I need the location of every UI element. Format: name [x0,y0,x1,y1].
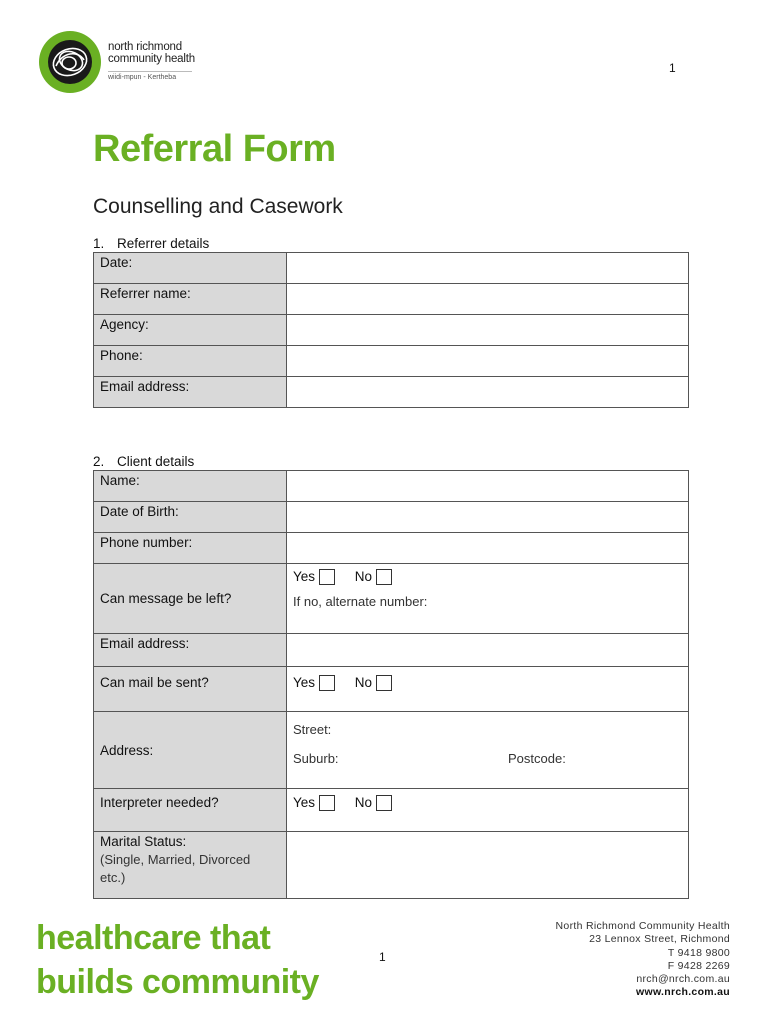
no-label: No [354,675,373,690]
section-number: 1. [93,236,105,251]
logo-line2: community health [108,53,195,65]
dob-field[interactable] [287,502,689,533]
marital-status-title: Marital Status: [100,834,187,849]
referrer-name-field[interactable] [287,284,689,315]
contact-fax: F 9428 2269 [667,959,730,972]
client-name-label: Name: [94,471,287,502]
contact-website: www.nrch.com.au [636,986,730,999]
message-no-checkbox[interactable] [376,569,392,585]
mail-no-option[interactable] [355,675,392,691]
logo-circle-icon [38,30,102,94]
page-subtitle: Counselling and Casework [93,195,343,218]
yes-label: Yes [293,569,316,584]
phone-label: Phone: [94,346,287,377]
contact-email: nrch@nrch.com.au [636,973,730,986]
interpreter-no-option[interactable] [355,795,392,811]
marital-status-field[interactable] [287,832,689,899]
marital-status-hint-1: (Single, Married, Divorced [100,852,251,867]
message-yes-checkbox[interactable] [319,569,335,585]
section-client-heading [93,454,194,469]
interpreter-yes-option[interactable] [293,795,335,811]
marital-status-hint-2: etc.) [100,870,126,885]
agency-field[interactable] [287,315,689,346]
slogan-line2: builds community [36,963,319,1001]
section-number: 2. [93,454,105,469]
no-label: No [354,795,373,810]
footer-contact [556,920,730,1000]
mail-yes-option[interactable] [293,675,335,691]
interpreter-no-checkbox[interactable] [376,795,392,811]
postcode-label: Postcode: [508,751,566,766]
section-title: Referrer details [117,236,210,251]
contact-org: North Richmond Community Health [555,920,730,932]
marital-status-label [94,832,287,899]
client-name-field[interactable] [287,471,689,502]
client-table [93,470,689,899]
no-label: No [354,569,373,584]
mail-no-checkbox[interactable] [376,675,392,691]
mail-label: Can mail be sent? [94,667,287,712]
alternate-number-label: If no, alternate number: [293,594,428,609]
logo-text [108,41,195,81]
street-label: Street: [293,722,332,737]
referrer-email-label: Email address: [94,377,287,408]
client-email-label: Email address: [94,634,287,667]
contact-phone: T 9418 9800 [667,946,730,959]
logo-line1: north richmond [108,41,182,53]
referrer-name-label: Referrer name: [94,284,287,315]
suburb-label: Suburb: [293,751,339,766]
logo [38,30,198,94]
section-referrer-heading [93,236,209,251]
contact-address: 23 Lennox Street, Richmond [589,933,730,946]
interpreter-yes-checkbox[interactable] [319,795,335,811]
date-field[interactable] [287,253,689,284]
dob-label: Date of Birth: [94,502,287,533]
page-title: Referral Form [93,128,336,170]
page-number-bottom: 1 [379,950,386,964]
address-fields[interactable] [287,712,689,789]
client-email-field[interactable] [287,634,689,667]
agency-label: Agency: [94,315,287,346]
footer-slogan [36,916,319,1004]
mail-yes-checkbox[interactable] [319,675,335,691]
message-label: Can message be left? [94,564,287,634]
slogan-line1: healthcare that [36,919,271,957]
page-number-top: 1 [669,61,676,75]
client-phone-field[interactable] [287,533,689,564]
referrer-table [93,252,689,408]
message-no-option[interactable] [355,569,392,585]
yes-label: Yes [293,795,316,810]
interpreter-label: Interpreter needed? [94,789,287,832]
phone-field[interactable] [287,346,689,377]
mail-options [287,667,689,712]
section-title: Client details [117,454,195,469]
yes-label: Yes [293,675,316,690]
interpreter-options [287,789,689,832]
client-phone-label: Phone number: [94,533,287,564]
message-options [287,564,689,634]
date-label: Date: [94,253,287,284]
logo-line3: wiidi-mpun - Kertheba [108,71,192,81]
address-label: Address: [94,712,287,789]
referrer-email-field[interactable] [287,377,689,408]
message-yes-option[interactable] [293,569,335,585]
